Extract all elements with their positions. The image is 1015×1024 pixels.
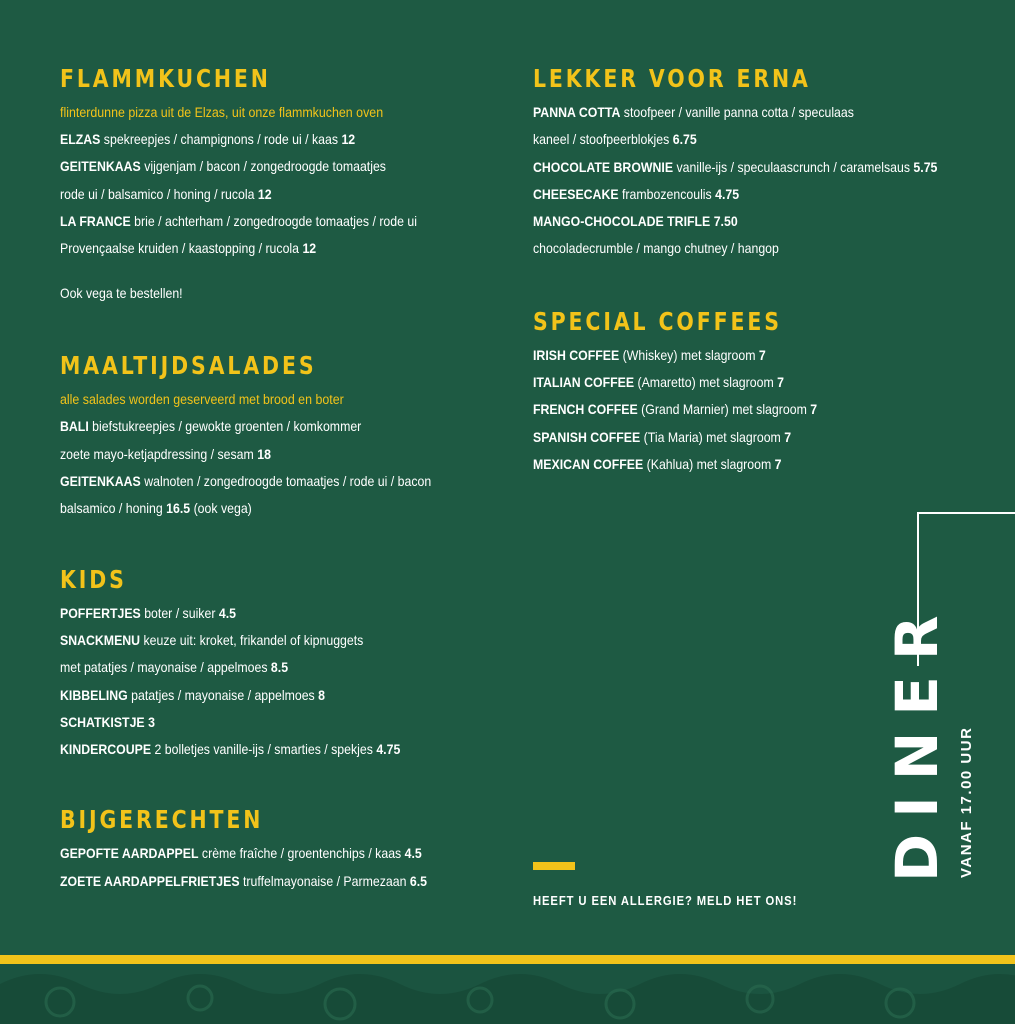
- menu-line: [60, 709, 456, 736]
- menu-line: [60, 600, 456, 627]
- section-title: FLAMMKUCHEN: [60, 64, 271, 93]
- dish-price: 7: [777, 374, 785, 391]
- dish-name: SNACKMENU: [60, 631, 141, 648]
- menu-line: [60, 682, 456, 709]
- menu-lines: [533, 99, 973, 263]
- dish-price: 7: [784, 428, 792, 445]
- dish-price: 4.5: [404, 845, 422, 862]
- dish-price: 12: [257, 185, 272, 202]
- dish-name: MEXICAN COFFEE: [533, 455, 644, 472]
- dish-description: stoofpeer / vanille panna cotta / speculaas: [620, 104, 854, 120]
- menu-line: [533, 235, 920, 262]
- dish-price: 3: [148, 713, 155, 730]
- menu-line: [533, 342, 920, 369]
- diner-heading: DINER: [883, 599, 951, 882]
- dish-description: patatjes / mayonaise / appelmoes: [127, 686, 319, 703]
- menu-line: [60, 840, 456, 867]
- section-title: SPECIAL COFFEES: [533, 306, 782, 336]
- dish-description: (Amaretto) met slagroom: [634, 374, 778, 391]
- menu-line: [60, 468, 456, 495]
- dish-description: boter / suiker: [140, 604, 219, 621]
- bottom-accent-stripe: [0, 955, 1015, 964]
- dish-description: vijgenjam / bacon / zongedroogde tomaatjes: [140, 158, 386, 175]
- menu-line: [533, 451, 920, 478]
- dish-description: kaneel / stoofpeerblokjes: [533, 131, 673, 148]
- menu-line: [533, 181, 920, 208]
- left-column: [60, 64, 510, 929]
- dish-price: 7: [810, 401, 818, 418]
- section-bijgerechten: [60, 805, 510, 895]
- dish-name: BALI: [60, 418, 89, 435]
- dish-price: 18: [257, 445, 271, 462]
- menu-line: [60, 495, 456, 522]
- section-title: MAALTIJDSALADES: [60, 351, 317, 381]
- menu-line: [533, 396, 920, 423]
- dish-description: walnoten / zongedroogde tomaatjes / rode ui / bacon: [140, 473, 432, 490]
- menu-line: [533, 126, 920, 153]
- dish-name: SCHATKISTJE: [60, 713, 145, 730]
- dish-price: 6.5: [409, 872, 428, 889]
- menu-lines: [60, 600, 510, 764]
- menu-line: [60, 181, 456, 208]
- dish-description: spekreepjes / champignons / rode ui / kaas: [100, 131, 342, 147]
- right-column: [533, 64, 973, 512]
- section-title: LEKKER VOOR ERNA: [533, 64, 811, 93]
- menu-line: [60, 413, 456, 440]
- menu-line: [60, 126, 456, 153]
- menu-line: [60, 736, 456, 763]
- section-lekker-voor-erna: [533, 64, 973, 263]
- menu-line: [60, 235, 456, 262]
- menu-lines: [60, 126, 510, 262]
- section-title: BIJGERECHTEN: [60, 805, 264, 835]
- dish-name: LA FRANCE: [60, 212, 131, 229]
- section-maaltijdsalades: [60, 351, 510, 522]
- dish-name: ZOETE AARDAPPELFRIETJES: [60, 872, 240, 889]
- dish-description: truffelmayonaise / Parmezaan: [239, 872, 410, 889]
- menu-line: [60, 208, 456, 235]
- allergy-notice: HEEFT U EEN ALLERGIE? MELD HET ONS!: [533, 894, 798, 908]
- dish-description: vanille-ijs / speculaascrunch / caramelsaus: [673, 158, 914, 175]
- dish-description: (Tia Maria) met slagroom: [640, 428, 785, 445]
- dish-name: GEITENKAAS: [60, 158, 141, 175]
- dish-price: 6.75: [672, 131, 697, 148]
- dish-description: met patatjes / mayonaise / appelmoes: [60, 659, 271, 676]
- dish-price: 4.5: [218, 604, 236, 621]
- dish-extra: (ook vega): [190, 500, 252, 517]
- dish-description: keuze uit: kroket, frikandel of kipnuggets: [140, 631, 364, 648]
- dish-description: frambozencoulis: [618, 185, 716, 202]
- section-flammkuchen: [60, 64, 510, 307]
- dish-description: chocoladecrumble / mango chutney / hangop: [533, 240, 779, 257]
- vega-note: Ook vega te bestellen!: [60, 285, 183, 302]
- allergy-accent-bar: [533, 862, 575, 870]
- dish-name: MANGO-CHOCOLADE TRIFLE: [533, 213, 711, 230]
- dish-price: 12: [341, 131, 356, 147]
- menu-line: [533, 99, 920, 126]
- dish-description: (Whiskey) met slagroom: [619, 346, 759, 363]
- dish-description: 2 bolletjes vanille-ijs / smarties / spekjes: [151, 741, 377, 758]
- dish-price: 8: [318, 686, 326, 703]
- dish-name: ITALIAN COFFEE: [533, 374, 635, 391]
- section-subtitle: alle salades worden geserveerd met brood en boter: [60, 392, 344, 408]
- menu-line: [60, 627, 456, 654]
- dish-description: (Kahlua) met slagroom: [643, 455, 775, 472]
- menu-line: [60, 153, 456, 180]
- dish-price: 7.50: [713, 213, 738, 230]
- dish-price: 12: [302, 240, 317, 257]
- dish-name: PANNA COTTA: [533, 104, 621, 120]
- dish-description: Provençaalse kruiden / kaastopping / rucola: [60, 240, 303, 257]
- dish-name: KINDERCOUPE: [60, 741, 152, 758]
- dish-name: GEPOFTE AARDAPPEL: [60, 845, 199, 862]
- dish-description: (Grand Marnier) met slagroom: [637, 401, 811, 418]
- dish-price: 8.5: [270, 659, 289, 676]
- menu-line: [533, 154, 938, 181]
- menu-line: [60, 654, 456, 681]
- opening-time: VANAF 17.00 UUR: [958, 726, 975, 878]
- dish-description: brie / achterham / zongedroogde tomaatjes / rode ui: [130, 212, 418, 229]
- section-title: KIDS: [60, 564, 127, 594]
- menu-lines: [533, 342, 973, 478]
- dish-price: 7: [774, 455, 782, 472]
- dish-price: 4.75: [715, 185, 740, 202]
- dish-name: IRISH COFFEE: [533, 346, 620, 363]
- dish-description: zoete mayo-ketjapdressing / sesam: [60, 445, 258, 462]
- menu-line: [60, 868, 456, 895]
- frame-line-horizontal: [917, 512, 1015, 514]
- bottom-pattern: [0, 964, 1015, 1024]
- dish-name: KIBBELING: [60, 686, 128, 703]
- dish-description: biefstukreepjes / gewokte groenten / komkommer: [88, 418, 362, 435]
- menu-line: [533, 369, 920, 396]
- dish-price: 5.75: [913, 158, 938, 175]
- dish-price: 16.5: [166, 500, 191, 517]
- dish-price: 4.75: [376, 741, 401, 758]
- dish-description: crème fraîche / groentenchips / kaas: [198, 845, 405, 862]
- dish-name: GEITENKAAS: [60, 473, 141, 490]
- menu-line: [533, 424, 920, 451]
- menu-lines: [60, 413, 510, 522]
- menu-line: [60, 441, 456, 468]
- dish-name: POFFERTJES: [60, 604, 141, 621]
- dish-description: rode ui / balsamico / honing / rucola: [60, 185, 258, 202]
- dish-name: ELZAS: [60, 131, 101, 147]
- menu-line: [533, 208, 920, 235]
- dish-name: FRENCH COFFEE: [533, 401, 638, 418]
- dish-name: CHEESECAKE: [533, 185, 619, 202]
- dish-description: balsamico / honing: [60, 500, 167, 517]
- dish-name: SPANISH COFFEE: [533, 428, 641, 445]
- section-subtitle: flinterdunne pizza uit de Elzas, uit onze flammkuchen oven: [60, 105, 384, 120]
- section-special-coffees: [533, 307, 973, 478]
- dish-price: 7: [758, 346, 766, 363]
- menu-lines: [60, 840, 510, 895]
- dish-name: CHOCOLATE BROWNIE: [533, 158, 674, 175]
- section-kids: [60, 565, 510, 764]
